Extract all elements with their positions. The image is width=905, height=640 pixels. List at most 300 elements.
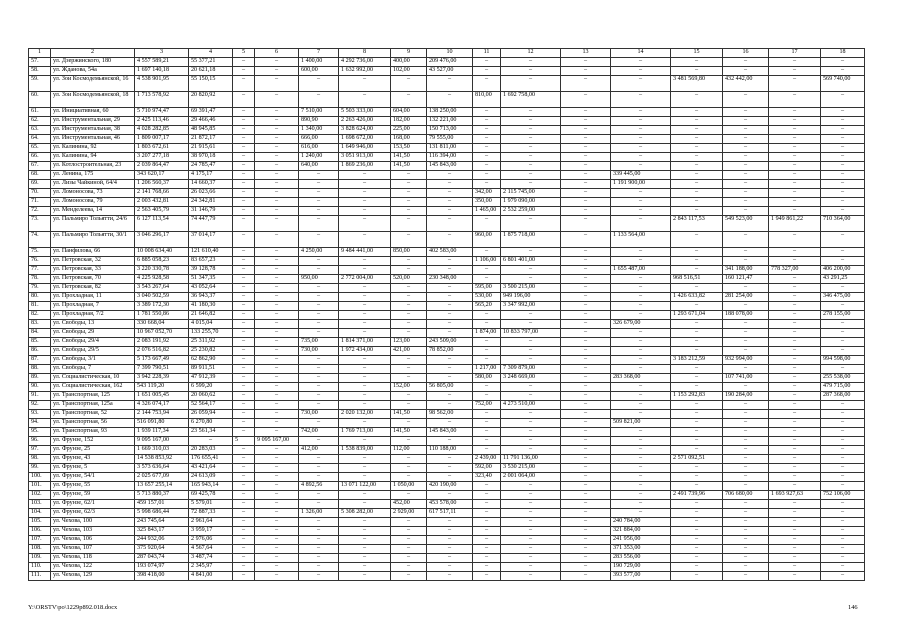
table-row xyxy=(29,482,865,491)
amount-cell: – xyxy=(723,347,769,356)
amount-cell: – xyxy=(723,572,769,581)
amount-cell: 160 121,47 xyxy=(723,275,769,284)
amount-cell: – xyxy=(339,500,391,509)
amount-cell: – xyxy=(233,365,255,374)
amount-cell: – xyxy=(339,437,391,446)
amount-cell: – xyxy=(671,572,723,581)
amount-cell: – xyxy=(339,374,391,383)
amount-cell: 112,00 xyxy=(391,446,427,455)
amount-cell: – xyxy=(233,284,255,293)
amount-cell: – xyxy=(611,491,671,500)
amount-cell: – xyxy=(339,216,391,232)
amount-cell: – xyxy=(561,329,611,338)
row-number-cell: 72. xyxy=(29,207,51,216)
amount-cell: – xyxy=(561,302,611,311)
amount-cell: 4 175,17 xyxy=(189,171,233,180)
amount-cell: 55 150,15 xyxy=(189,76,233,92)
amount-cell: 810,00 xyxy=(473,92,501,108)
amount-cell: 102,00 xyxy=(391,67,427,76)
amount-cell: – xyxy=(501,153,561,162)
amount-cell: – xyxy=(473,500,501,509)
amount-cell: – xyxy=(561,356,611,365)
amount-cell: 950,00 xyxy=(299,275,339,284)
address-cell: ул. Свободы, 13 xyxy=(51,320,135,329)
amount-cell: – xyxy=(821,365,865,374)
amount-cell: – xyxy=(671,232,723,248)
amount-cell: 4 892,56 xyxy=(299,482,339,491)
column-number-14: 14 xyxy=(611,49,671,58)
amount-cell: – xyxy=(821,446,865,455)
amount-cell: – xyxy=(501,135,561,144)
amount-cell: 20 820,92 xyxy=(189,92,233,108)
amount-cell: 132 221,00 xyxy=(427,117,473,126)
amount-cell: 69 391,47 xyxy=(189,108,233,117)
table-row xyxy=(29,117,865,126)
amount-cell: – xyxy=(671,144,723,153)
amount-cell: 960,00 xyxy=(473,232,501,248)
amount-cell: – xyxy=(233,464,255,473)
address-cell: ул. Чехова, 100 xyxy=(51,518,135,527)
row-number-cell: 105. xyxy=(29,518,51,527)
amount-cell: – xyxy=(561,216,611,232)
amount-cell: 110 188,00 xyxy=(427,446,473,455)
amount-cell: – xyxy=(233,401,255,410)
amount-cell: – xyxy=(233,392,255,401)
amount-cell: 341 188,00 xyxy=(723,266,769,275)
amount-cell: – xyxy=(611,126,671,135)
amount-cell: – xyxy=(611,92,671,108)
table-row xyxy=(29,153,865,162)
amount-cell: 1 293 671,04 xyxy=(671,311,723,320)
amount-cell: – xyxy=(821,248,865,257)
amount-cell: – xyxy=(473,527,501,536)
row-number-cell: 65. xyxy=(29,144,51,153)
row-number-cell: 88. xyxy=(29,365,51,374)
amount-cell: 43 527,00 xyxy=(427,67,473,76)
amount-cell: – xyxy=(611,365,671,374)
amount-cell: – xyxy=(233,153,255,162)
amount-cell: – xyxy=(611,293,671,302)
amount-cell: – xyxy=(501,437,561,446)
amount-cell: – xyxy=(769,248,821,257)
amount-cell: – xyxy=(561,257,611,266)
row-number-cell: 98. xyxy=(29,455,51,464)
amount-cell: – xyxy=(391,266,427,275)
amount-cell: – xyxy=(723,518,769,527)
amount-cell: – xyxy=(255,374,299,383)
amount-cell: 225,00 xyxy=(391,126,427,135)
amount-cell: 412,00 xyxy=(299,446,339,455)
amount-cell: – xyxy=(233,338,255,347)
amount-cell: – xyxy=(233,518,255,527)
amount-cell: 25 230,82 xyxy=(189,347,233,356)
amount-cell: 1 713 578,92 xyxy=(135,92,189,108)
amount-cell: 1 939 117,34 xyxy=(135,428,189,437)
amount-cell: 3 389 172,30 xyxy=(135,302,189,311)
amount-cell: 281 254,00 xyxy=(723,293,769,302)
amount-cell: – xyxy=(473,338,501,347)
amount-cell: – xyxy=(299,419,339,428)
amount-cell: – xyxy=(233,311,255,320)
amount-cell: – xyxy=(723,365,769,374)
amount-cell: – xyxy=(769,198,821,207)
column-number-3: 3 xyxy=(135,49,189,58)
amount-cell: – xyxy=(233,356,255,365)
address-cell: ул. Свободы, 29/4 xyxy=(51,338,135,347)
table-row xyxy=(29,302,865,311)
amount-cell: – xyxy=(299,216,339,232)
amount-cell: 278 155,00 xyxy=(821,311,865,320)
amount-cell: 565,20 xyxy=(473,302,501,311)
amount-cell: – xyxy=(821,126,865,135)
row-number-cell: 71. xyxy=(29,198,51,207)
row-number-cell: 70. xyxy=(29,189,51,198)
amount-cell: – xyxy=(769,401,821,410)
amount-cell: – xyxy=(671,419,723,428)
amount-cell: – xyxy=(611,58,671,67)
amount-cell: – xyxy=(671,58,723,67)
amount-cell: – xyxy=(561,284,611,293)
amount-cell: – xyxy=(611,117,671,126)
amount-cell: 710 364,00 xyxy=(821,216,865,232)
amount-cell: 3 051 913,00 xyxy=(339,153,391,162)
address-cell: ул. Прохладная, 11 xyxy=(51,293,135,302)
row-number-cell: 104. xyxy=(29,509,51,518)
amount-cell: – xyxy=(769,356,821,365)
amount-cell: – xyxy=(473,135,501,144)
amount-cell: – xyxy=(723,455,769,464)
amount-cell: – xyxy=(671,198,723,207)
amount-cell: – xyxy=(427,293,473,302)
table-row xyxy=(29,216,865,232)
amount-cell: – xyxy=(501,144,561,153)
row-number-cell: 96. xyxy=(29,437,51,446)
amount-cell: 1 972 434,00 xyxy=(339,347,391,356)
amount-cell: – xyxy=(255,545,299,554)
amount-cell: 2 083 191,92 xyxy=(135,338,189,347)
row-number-cell: 97. xyxy=(29,446,51,455)
amount-cell: – xyxy=(233,117,255,126)
address-cell: ул. Ломоносова, 73 xyxy=(51,189,135,198)
amount-cell: – xyxy=(233,92,255,108)
column-number-11: 11 xyxy=(473,49,501,58)
amount-cell: 43 052,64 xyxy=(189,284,233,293)
address-cell: ул. Инструментальная, 46 xyxy=(51,135,135,144)
row-number-cell: 106. xyxy=(29,527,51,536)
amount-cell: 3 220 330,78 xyxy=(135,266,189,275)
amount-cell: – xyxy=(769,338,821,347)
amount-cell: – xyxy=(299,455,339,464)
amount-cell: 420 190,00 xyxy=(427,482,473,491)
amount-cell: – xyxy=(671,545,723,554)
amount-cell: 543 119,20 xyxy=(135,383,189,392)
amount-cell: – xyxy=(611,67,671,76)
address-cell: ул. Транспортная, 93 xyxy=(51,428,135,437)
amount-cell: – xyxy=(255,401,299,410)
amount-cell: – xyxy=(769,189,821,198)
amount-cell: 2 563 405,79 xyxy=(135,207,189,216)
amount-cell: 241 956,00 xyxy=(611,536,671,545)
amount-cell: 1 426 633,82 xyxy=(671,293,723,302)
amount-cell: – xyxy=(561,536,611,545)
amount-cell: – xyxy=(821,58,865,67)
amount-cell: – xyxy=(611,347,671,356)
column-number-12: 12 xyxy=(501,49,561,58)
amount-cell: – xyxy=(501,338,561,347)
amount-cell: 24 613,09 xyxy=(189,473,233,482)
amount-cell: – xyxy=(339,527,391,536)
amount-cell: – xyxy=(561,108,611,117)
amount-cell: – xyxy=(339,189,391,198)
amount-cell: – xyxy=(299,356,339,365)
amount-cell: 9 095 167,00 xyxy=(135,437,189,446)
table-row xyxy=(29,473,865,482)
amount-cell: – xyxy=(769,428,821,437)
amount-cell: – xyxy=(501,320,561,329)
amount-cell: – xyxy=(299,284,339,293)
address-cell: ул. Чехова, 107 xyxy=(51,545,135,554)
amount-cell: – xyxy=(299,500,339,509)
amount-cell: – xyxy=(255,509,299,518)
amount-cell: – xyxy=(561,428,611,437)
amount-cell: – xyxy=(611,464,671,473)
amount-cell: – xyxy=(723,180,769,189)
amount-cell: – xyxy=(391,232,427,248)
amount-cell: 4 326 074,17 xyxy=(135,401,189,410)
amount-cell: – xyxy=(299,527,339,536)
amount-cell: – xyxy=(723,162,769,171)
amount-cell: – xyxy=(339,284,391,293)
amount-cell: – xyxy=(611,383,671,392)
address-cell: ул. Инструментальная, 29 xyxy=(51,117,135,126)
amount-cell: 6 801 401,00 xyxy=(501,257,561,266)
amount-cell: 141,50 xyxy=(391,153,427,162)
amount-cell: – xyxy=(391,180,427,189)
amount-cell: – xyxy=(821,284,865,293)
amount-cell: – xyxy=(339,293,391,302)
amount-cell: – xyxy=(427,171,473,180)
amount-cell: 1 803 672,61 xyxy=(135,144,189,153)
amount-cell: – xyxy=(473,392,501,401)
amount-cell: – xyxy=(821,207,865,216)
amount-cell: – xyxy=(769,180,821,189)
amount-cell: 5 713 880,37 xyxy=(135,491,189,500)
amount-cell: 133 255,70 xyxy=(189,329,233,338)
amount-cell: 5 173 667,49 xyxy=(135,356,189,365)
amount-cell: – xyxy=(233,58,255,67)
amount-cell: 616,00 xyxy=(299,144,339,153)
address-cell: ул. Калинина, 92 xyxy=(51,144,135,153)
amount-cell: – xyxy=(561,117,611,126)
address-cell: ул. Чехова, 122 xyxy=(51,563,135,572)
amount-cell: – xyxy=(821,572,865,581)
amount-cell: 14 660,37 xyxy=(189,180,233,189)
amount-cell: – xyxy=(769,171,821,180)
amount-cell: – xyxy=(391,401,427,410)
amount-cell: – xyxy=(255,284,299,293)
row-number-cell: 100. xyxy=(29,473,51,482)
amount-cell: – xyxy=(561,437,611,446)
amount-cell: – xyxy=(561,171,611,180)
amount-cell: 406 200,00 xyxy=(821,266,865,275)
amount-cell: – xyxy=(473,320,501,329)
amount-cell: – xyxy=(255,108,299,117)
amount-cell: – xyxy=(391,189,427,198)
address-cell: ул. Калинина, 94 xyxy=(51,153,135,162)
amount-cell: 29 466,46 xyxy=(189,117,233,126)
amount-cell: – xyxy=(671,500,723,509)
amount-cell: 5 308 282,00 xyxy=(339,509,391,518)
amount-cell: – xyxy=(473,347,501,356)
amount-cell: – xyxy=(391,455,427,464)
row-number-cell: 64. xyxy=(29,135,51,144)
amount-cell: – xyxy=(233,491,255,500)
amount-cell: – xyxy=(473,153,501,162)
amount-cell: 1 949 861,22 xyxy=(769,216,821,232)
amount-cell: – xyxy=(723,117,769,126)
amount-cell: – xyxy=(501,410,561,419)
amount-cell: – xyxy=(299,554,339,563)
amount-cell: – xyxy=(339,329,391,338)
amount-cell: – xyxy=(561,500,611,509)
address-cell: ул. Транспортная, 125а xyxy=(51,401,135,410)
amount-cell: – xyxy=(821,410,865,419)
amount-cell: – xyxy=(427,455,473,464)
amount-cell: 3 573 636,64 xyxy=(135,464,189,473)
amount-cell: – xyxy=(561,518,611,527)
amount-cell: – xyxy=(339,302,391,311)
amount-cell: – xyxy=(255,329,299,338)
amount-cell: – xyxy=(339,401,391,410)
amount-cell: – xyxy=(391,365,427,374)
amount-cell: – xyxy=(611,207,671,216)
amount-cell: 323,40 xyxy=(473,473,501,482)
amount-cell: – xyxy=(255,527,299,536)
row-number-cell: 90. xyxy=(29,383,51,392)
amount-cell: – xyxy=(769,67,821,76)
amount-cell: – xyxy=(769,311,821,320)
amount-cell: – xyxy=(473,410,501,419)
amount-cell: – xyxy=(611,356,671,365)
amount-cell: – xyxy=(391,473,427,482)
amount-cell: – xyxy=(339,232,391,248)
amount-cell: – xyxy=(391,419,427,428)
amount-cell: – xyxy=(769,302,821,311)
amount-cell: – xyxy=(255,500,299,509)
amount-cell: – xyxy=(299,383,339,392)
row-number-cell: 78. xyxy=(29,275,51,284)
column-number-6: 6 xyxy=(255,49,299,58)
address-cell: ул. Петровская, 70 xyxy=(51,275,135,284)
row-number-cell: 103. xyxy=(29,500,51,509)
row-number-cell: 87. xyxy=(29,356,51,365)
amount-cell: 152,00 xyxy=(391,383,427,392)
amount-cell: – xyxy=(671,108,723,117)
amount-cell: 850,00 xyxy=(391,248,427,257)
amount-cell: – xyxy=(769,527,821,536)
amount-cell: 62 862,90 xyxy=(189,356,233,365)
table-row xyxy=(29,171,865,180)
amount-cell: – xyxy=(821,563,865,572)
amount-cell: – xyxy=(391,198,427,207)
amount-cell: 730,00 xyxy=(299,347,339,356)
amount-cell: – xyxy=(255,171,299,180)
amount-cell: 74 447,79 xyxy=(189,216,233,232)
amount-cell: – xyxy=(339,257,391,266)
amount-cell: – xyxy=(769,473,821,482)
amount-cell: 421,00 xyxy=(391,347,427,356)
amount-cell: – xyxy=(561,338,611,347)
amount-cell: – xyxy=(723,473,769,482)
amount-cell: – xyxy=(769,572,821,581)
amount-cell: – xyxy=(769,347,821,356)
amount-cell: – xyxy=(821,135,865,144)
amount-cell: 13 071 122,00 xyxy=(339,482,391,491)
amount-cell: – xyxy=(233,572,255,581)
address-cell: ул. Петровская, 33 xyxy=(51,266,135,275)
amount-cell: – xyxy=(427,216,473,232)
table-row xyxy=(29,518,865,527)
amount-cell: – xyxy=(723,284,769,293)
amount-cell: – xyxy=(299,92,339,108)
amount-cell: – xyxy=(391,464,427,473)
column-number-5: 5 xyxy=(233,49,255,58)
amount-cell: – xyxy=(723,338,769,347)
amount-cell: – xyxy=(299,232,339,248)
row-number-cell: 93. xyxy=(29,410,51,419)
amount-cell: – xyxy=(299,464,339,473)
column-number-10: 10 xyxy=(427,49,473,58)
amount-cell: – xyxy=(255,67,299,76)
amount-cell: – xyxy=(561,153,611,162)
amount-cell: 43 291,25 xyxy=(821,275,865,284)
amount-cell: – xyxy=(233,419,255,428)
amount-cell: – xyxy=(233,76,255,92)
amount-cell: – xyxy=(561,491,611,500)
amount-cell: – xyxy=(233,374,255,383)
amount-cell: – xyxy=(723,67,769,76)
amount-cell: – xyxy=(671,171,723,180)
amount-cell: 3 040 502,59 xyxy=(135,293,189,302)
amount-cell: – xyxy=(255,293,299,302)
amount-cell: – xyxy=(233,126,255,135)
amount-cell: – xyxy=(299,320,339,329)
amount-cell: 83 657,23 xyxy=(189,257,233,266)
amount-cell: – xyxy=(427,320,473,329)
amount-cell: 2 025 677,09 xyxy=(135,473,189,482)
amount-cell: – xyxy=(473,563,501,572)
address-cell: ул. Транспортная, 52 xyxy=(51,410,135,419)
amount-cell: – xyxy=(233,232,255,248)
amount-cell: 666,00 xyxy=(299,135,339,144)
row-number-cell: 61. xyxy=(29,108,51,117)
amount-cell: – xyxy=(473,446,501,455)
address-cell: ул. Панфилова, 66 xyxy=(51,248,135,257)
amount-cell: 4 015,04 xyxy=(189,320,233,329)
amount-cell: 730,00 xyxy=(299,410,339,419)
amount-cell: – xyxy=(299,437,339,446)
amount-cell: – xyxy=(769,153,821,162)
amount-cell: – xyxy=(611,162,671,171)
amount-cell: 190 729,00 xyxy=(611,563,671,572)
amount-cell: – xyxy=(233,67,255,76)
amount-cell: – xyxy=(611,437,671,446)
amount-cell: – xyxy=(611,76,671,92)
amount-cell: – xyxy=(473,356,501,365)
amount-cell: – xyxy=(255,207,299,216)
address-cell: ул. Чехова, 103 xyxy=(51,527,135,536)
row-number-cell: 59. xyxy=(29,76,51,92)
